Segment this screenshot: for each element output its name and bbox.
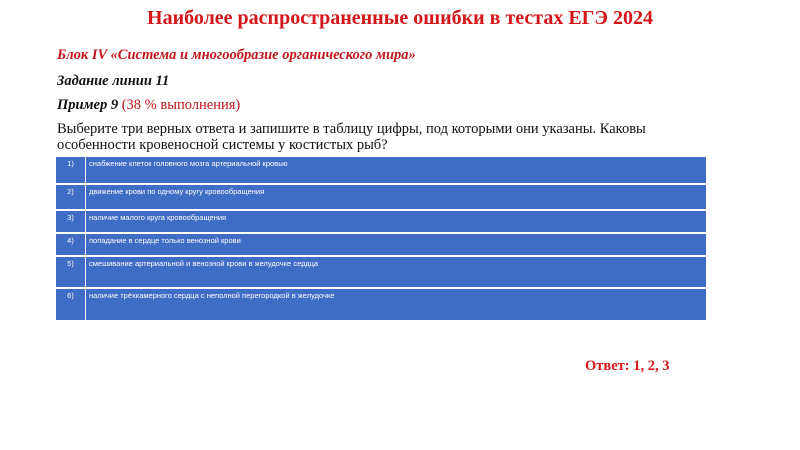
- option-text: попадание в сердце только венозной крови: [86, 233, 707, 256]
- option-row: [56, 256, 706, 288]
- option-number: 3): [56, 210, 86, 233]
- option-text: наличие трёхкамерного сердца с неполной перегородкой в желудочке: [86, 288, 707, 321]
- question-text: Выберите три верных ответа и запишите в таблицу цифры, под которыми они указаны. Каковы особенности кровеносной системы у костистых рыб?: [57, 121, 646, 153]
- example-label: Пример 9: [57, 97, 119, 113]
- example-heading: [57, 97, 240, 114]
- option-number: 6): [56, 288, 86, 321]
- option-row: [56, 233, 706, 256]
- option-text: движение крови по одному кругу кровообращения: [86, 184, 707, 210]
- option-row: [56, 210, 706, 233]
- option-row: [56, 184, 706, 210]
- option-number: 2): [56, 184, 86, 210]
- option-number: 1): [56, 157, 86, 184]
- options-table: [56, 157, 706, 322]
- task-line-heading: Задание линии 11: [57, 73, 170, 89]
- option-number: 5): [56, 256, 86, 288]
- answer-text: Ответ: 1, 2, 3: [585, 358, 670, 374]
- completion-rate: (38 % выполнения): [118, 97, 241, 113]
- block-heading: Блок IV «Система и многообразие органического мира»: [57, 47, 416, 63]
- option-text: смешивание артериальной и венозной крови в желудочке сердца: [86, 256, 707, 288]
- option-row: [56, 288, 706, 321]
- option-number: 4): [56, 233, 86, 256]
- slide-title: Наиболее распространенные ошибки в тестах ЕГЭ 2024: [147, 7, 653, 29]
- option-text: снабжение клеток головного мозга артериальной кровью: [86, 157, 707, 184]
- option-row: [56, 157, 706, 184]
- option-text: наличие малого круга кровообращения: [86, 210, 707, 233]
